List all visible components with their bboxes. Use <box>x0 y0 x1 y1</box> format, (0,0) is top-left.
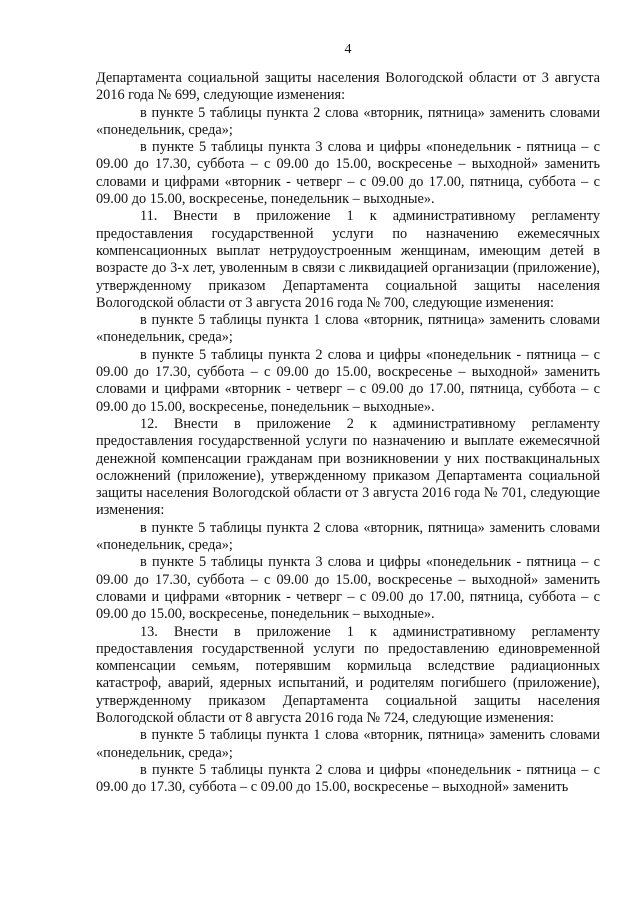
paragraph: в пункте 5 таблицы пункта 2 слова и цифры «понедельник - пятница – с 09.00 до 17.30, суббота – с 09.00 до 15.00, воскресенье – выходной» заменить <box>96 761 600 796</box>
paragraph-item-13: 13. Внести в приложение 1 к административному регламенту предоставления государственной услуги по предоставлению единовременной компенсации семьям, потерявшим кормильца вследствие радиационных катастроф, аварий, ядерных испытаний, и родителям погибшего (приложение), утвержденному приказом Департамента социальной защиты населения Вологодской области от 8 августа 2016 года № 724, следующие изменения: <box>96 623 600 726</box>
page-number: 4 <box>344 42 352 57</box>
paragraph: в пункте 5 таблицы пункта 2 слова «вторник, пятница» заменить словами «понедельник, среда»; <box>96 104 600 138</box>
paragraph: в пункте 5 таблицы пункта 3 слова и цифры «понедельник - пятница – с 09.00 до 17.30, суббота – с 09.00 до 15.00, воскресенье – выходной» заменить словами и цифрами «вторник - четверг – с 09.00 до 17.00, пятница, суббота – с 09.00 до 15.00, воскресенье, понедельник – выходные». <box>96 139 600 208</box>
paragraph: в пункте 5 таблицы пункта 2 слова «вторник, пятница» заменить словами «понедельник, среда»; <box>96 519 600 554</box>
document-body <box>96 70 600 796</box>
paragraph-continuation: Департамента социальной защиты населения Вологодской области от 3 августа 2016 года № 699, следующие изменения: <box>96 70 600 104</box>
paragraph: в пункте 5 таблицы пункта 2 слова и цифры «понедельник - пятница – с 09.00 до 17.30, суббота – с 09.00 до 15.00, воскресенье – выходной» заменить словами и цифрами «вторник - четверг – с 09.00 до 17.00, пятница, суббота – с 09.00 до 15.00, воскресенье, понедельник – выходные». <box>96 346 600 415</box>
paragraph: в пункте 5 таблицы пункта 3 слова и цифры «понедельник - пятница – с 09.00 до 17.30, суббота – с 09.00 до 15.00, воскресенье – выходной» заменить словами и цифрами «вторник - четверг – с 09.00 до 17.00, пятница, суббота – с 09.00 до 15.00, воскресенье, понедельник – выходные». <box>96 554 600 623</box>
paragraph-item-11: 11. Внести в приложение 1 к административному регламенту предоставления государственной услуги по назначению ежемесячных компенсационных выплат нетрудоустроенным женщинам, имеющим детей в возрасте до 3-х лет, уволенным в связи с ликвидацией организации (приложение), утвержденному приказом Департамента социальной защиты населения Вологодской области от 3 августа 2016 года № 700, следующие изменения: <box>96 208 600 311</box>
paragraph: в пункте 5 таблицы пункта 1 слова «вторник, пятница» заменить словами «понедельник, среда»; <box>96 727 600 761</box>
paragraph: в пункте 5 таблицы пункта 1 слова «вторник, пятница» заменить словами «понедельник, среда»; <box>96 312 600 346</box>
paragraph-item-12: 12. Внести в приложение 2 к административному регламенту предоставления государственной услуги по назначению и выплате ежемесячной денежной компенсации гражданам при возникновении у них поствакцинальных осложнений (приложение), утвержденному приказом Департамента социальной защиты населения Вологодской области от 3 августа 2016 года № 701, следующие изменения: <box>96 415 600 519</box>
